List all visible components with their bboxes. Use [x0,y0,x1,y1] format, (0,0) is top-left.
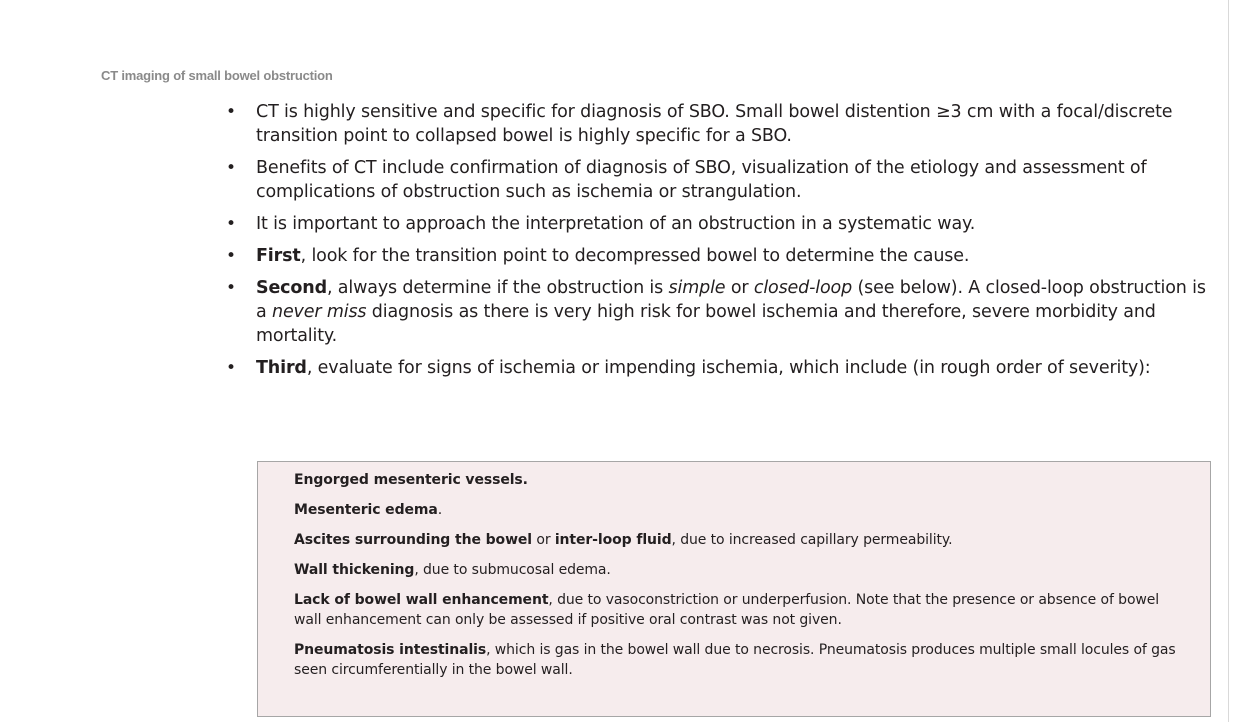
sign-item [294,640,1188,680]
sign-term: Ascites surrounding the bowel [294,532,532,548]
bullet-text: diagnosis as there is very high risk for bowel ischemia and therefore, severe morbidity and mortality. [256,302,1156,346]
bullet-text: It is important to approach the interpretation of an obstruction in a systematic way. [256,214,976,234]
sign-term: Engorged mesenteric vessels. [294,472,528,488]
bullet-item-ct-benefits [216,156,1206,204]
bullet-dot-icon: • [226,358,236,378]
bullet-lead: Third [256,358,307,378]
bullet-item-first [216,244,1206,268]
bullet-list [216,100,1206,388]
section-heading: CT imaging of small bowel obstruction [101,68,333,83]
sign-term: inter-loop fluid [554,532,672,548]
bullet-dot-icon: • [226,158,236,178]
sign-item [294,470,1188,490]
sign-item [294,500,1188,520]
sign-term: Wall thickening [294,562,415,578]
sign-item [294,560,1188,580]
sign-text: , due to submucosal edema. [414,562,611,578]
term-closed-loop: closed-loop [753,278,853,298]
bullet-dot-icon: • [226,214,236,234]
bullet-item-systematic [216,212,1206,236]
term-simple: simple [668,278,726,298]
sign-term: Mesenteric edema [294,502,438,518]
sign-text: , which is gas in the bowel wall due to necrosis. Pneumatosis produces multiple small locules of gas seen circumferentially in the bowel wall. [294,642,1176,678]
bullet-text: or [725,278,754,298]
bullet-item-third [216,356,1206,380]
bullet-text: , look for the transition point to decompressed bowel to determine the cause. [300,246,970,266]
bullet-text: (see below). A closed-loop obstruction is a [256,278,1206,322]
bullet-item-ct-sensitivity [216,100,1206,148]
ischemia-signs-box [257,461,1211,717]
sign-text: , due to vasoconstriction or underperfusion. Note that the presence or absence of bowel wall enhancement can only be assessed if positive oral contrast was not given. [294,592,1160,628]
sign-text: , due to increased capillary permeability. [671,532,953,548]
sign-text: or [532,532,555,548]
bullet-dot-icon: • [226,278,236,298]
bullet-item-second [216,276,1206,348]
page-edge-rule [1228,0,1229,722]
bullet-text: CT is highly sensitive and specific for diagnosis of SBO. Small bowel distention ≥3 cm with a focal/discrete transition point to collapsed bowel is highly specific for a SBO. [256,102,1173,146]
sign-item [294,530,1188,550]
bullet-text: , always determine if the obstruction is [326,278,669,298]
bullet-text: , evaluate for signs of ischemia or impending ischemia, which include (in rough order of severity): [306,358,1151,378]
sign-term: Lack of bowel wall enhancement [294,592,549,608]
sign-text: . [437,502,443,518]
bullet-dot-icon: • [226,102,236,122]
sign-item [294,590,1188,630]
bullet-lead: Second [256,278,327,298]
bullet-dot-icon: • [226,246,236,266]
term-never-miss: never miss [272,302,367,322]
bullet-text: Benefits of CT include confirmation of diagnosis of SBO, visualization of the etiology and assessment of complications of obstruction such as ischemia or strangulation. [256,158,1147,202]
bullet-lead: First [256,246,301,266]
sign-term: Pneumatosis intestinalis [294,642,487,658]
